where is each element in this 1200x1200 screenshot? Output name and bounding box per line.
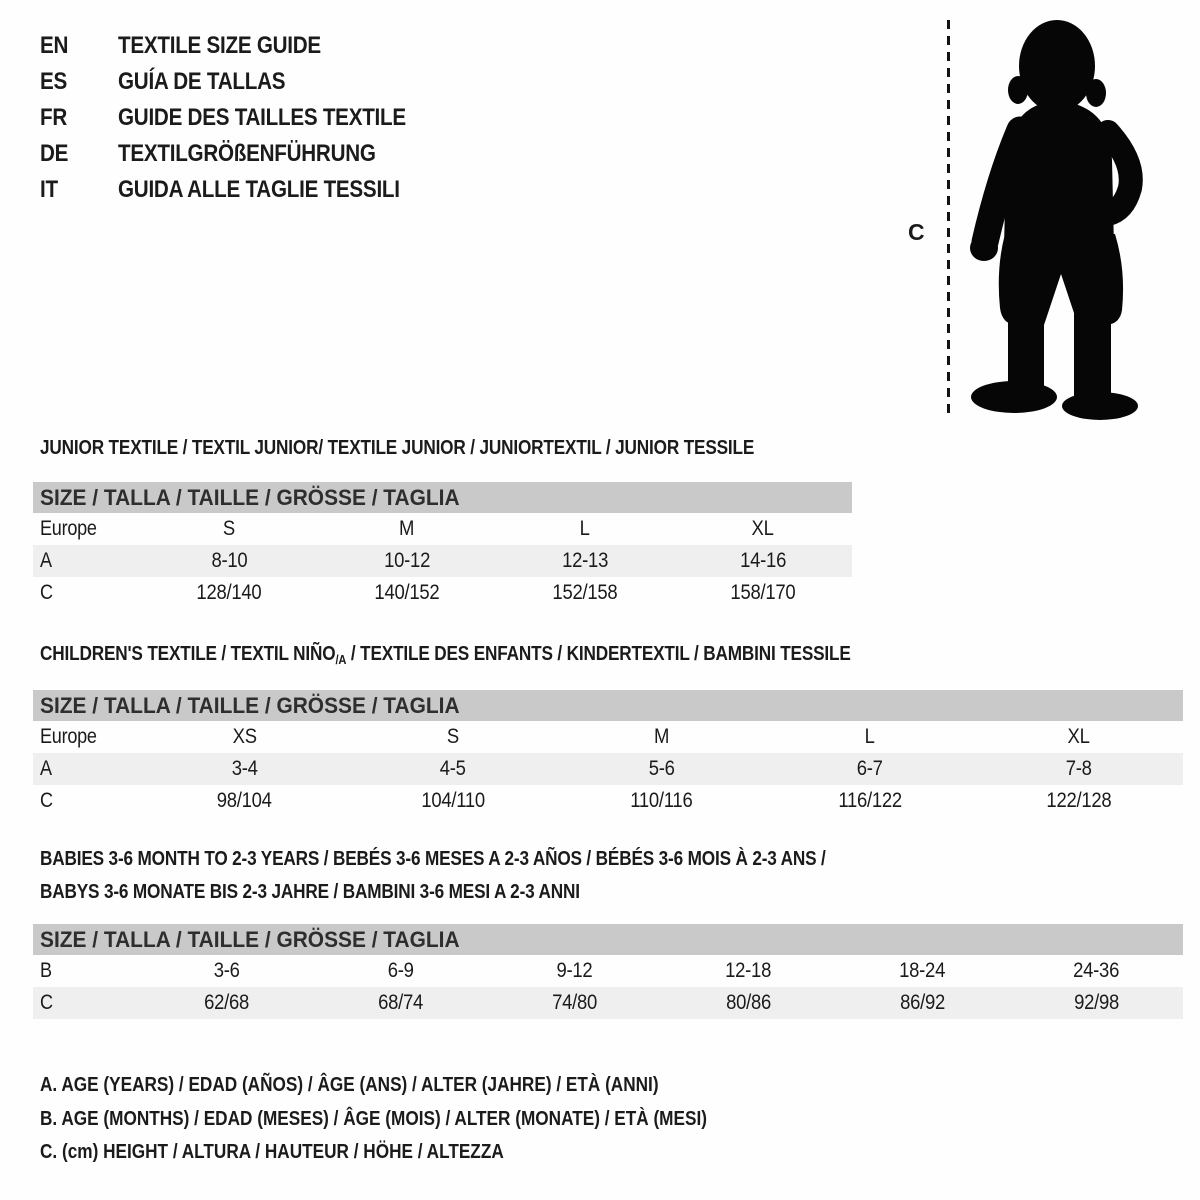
row-label: Europe — [40, 725, 97, 748]
junior-section-title: JUNIOR TEXTILE / TEXTIL JUNIOR/ TEXTILE JUNIOR / JUNIORTEXTIL / JUNIOR TESSILE — [40, 437, 755, 459]
table-cell: 18-24 — [899, 959, 946, 982]
table-cell: 24-36 — [1073, 959, 1120, 982]
table-cell: 74/80 — [552, 991, 598, 1014]
language-row-es — [40, 64, 453, 100]
language-code: FR — [40, 104, 68, 131]
table-cell: 140/152 — [374, 581, 440, 604]
table-cell: 110/116 — [630, 789, 693, 812]
language-row-de — [40, 136, 453, 172]
table-cell: 80/86 — [725, 991, 771, 1014]
toddler-silhouette-image — [958, 12, 1168, 424]
size-header-bar: SIZE / TALLA / TAILLE / GRÖSSE / TAGLIA — [33, 482, 852, 513]
table-cell: 92/98 — [1073, 991, 1119, 1014]
table-cell: 68/74 — [378, 991, 424, 1014]
language-title-list — [40, 28, 453, 208]
language-row-fr — [40, 100, 453, 136]
language-row-it — [40, 172, 453, 208]
table-cell: 104/110 — [421, 789, 485, 812]
table-cell: M — [653, 725, 670, 748]
table-row-height-cm — [33, 785, 1183, 817]
table-row-europe — [33, 513, 852, 545]
row-label: Europe — [40, 517, 97, 540]
table-cell: 3-4 — [231, 757, 258, 780]
guide-title-fr: GUIDE DES TAILLES TEXTILE — [118, 104, 406, 131]
guide-title-it: GUIDA ALLE TAGLIE TESSILI — [118, 176, 400, 203]
table-cell: 4-5 — [439, 757, 466, 780]
table-cell: 116/122 — [838, 789, 902, 812]
table-cell: 128/140 — [196, 581, 262, 604]
table-row-age-years — [33, 753, 1183, 785]
table-cell: 122/128 — [1046, 789, 1112, 812]
babies-size-table — [33, 924, 1183, 1019]
children-size-table — [33, 690, 1183, 817]
table-cell: 152/158 — [552, 581, 618, 604]
table-cell: 14-16 — [740, 549, 786, 572]
row-label: C — [40, 789, 53, 812]
language-code: IT — [40, 176, 58, 203]
table-cell: 3-6 — [213, 959, 240, 982]
guide-title-de: TEXTILGRÖßENFÜHRUNG — [118, 140, 376, 167]
children-section-title: CHILDREN'S TEXTILE / TEXTIL $NIÑO_{/A}$ / TEXTILE DES ENFANTS / KINDERTEXTIL / BAMBINI TESSILE — [40, 643, 851, 667]
language-row-en — [40, 28, 453, 64]
table-cell: XS — [232, 725, 257, 748]
table-cell: 5-6 — [648, 757, 675, 780]
legend-age-months: B. AGE (MONTHS) / EDAD (MESES) / ÂGE (MOIS) / ALTER (MONATE) / ETÀ (MESI) — [40, 1107, 707, 1130]
table-row-age-years — [33, 545, 852, 577]
height-measure-dashed-line — [947, 20, 950, 418]
measurement-legend — [40, 1069, 816, 1170]
junior-size-table — [33, 482, 852, 609]
table-cell: 8-10 — [211, 549, 247, 572]
table-cell: 158/170 — [730, 581, 796, 604]
height-measure-label: C — [908, 219, 925, 245]
row-label: A — [40, 757, 52, 780]
table-cell: XL — [751, 517, 775, 540]
table-cell: 7-8 — [1065, 757, 1092, 780]
legend-age-years: A. AGE (YEARS) / EDAD (AÑOS) / ÂGE (ANS) / ALTER (JAHRE) / ETÀ (ANNI) — [40, 1074, 659, 1097]
guide-title-es: GUÍA DE TALLAS — [118, 68, 286, 95]
table-cell: 12-18 — [725, 959, 772, 982]
table-row-height-cm — [33, 577, 852, 609]
table-cell: L — [579, 517, 591, 540]
table-cell: S — [446, 725, 459, 748]
table-cell: 6-9 — [387, 959, 414, 982]
table-cell: 98/104 — [216, 789, 272, 812]
legend-height-cm: C. (cm) HEIGHT / ALTURA / HAUTEUR / HÖHE / ALTEZZA — [40, 1141, 504, 1164]
guide-title-en: TEXTILE SIZE GUIDE — [118, 32, 321, 59]
language-code: DE — [40, 140, 69, 167]
row-label: C — [40, 991, 53, 1014]
table-cell: M — [399, 517, 415, 540]
table-row-height-cm — [33, 987, 1183, 1019]
table-cell: 6-7 — [857, 757, 884, 780]
table-cell: 10-12 — [384, 549, 430, 572]
table-row-europe — [33, 721, 1183, 753]
table-cell: 62/68 — [204, 991, 250, 1014]
size-header-bar: SIZE / TALLA / TAILLE / GRÖSSE / TAGLIA — [33, 924, 1183, 955]
row-label: C — [40, 581, 53, 604]
table-cell: XL — [1067, 725, 1090, 748]
language-code: EN — [40, 32, 69, 59]
nino-a-subscript: /A — [335, 652, 347, 667]
language-code: ES — [40, 68, 68, 95]
size-header-bar: SIZE / TALLA / TAILLE / GRÖSSE / TAGLIA — [33, 690, 1183, 721]
row-label: B — [40, 959, 52, 982]
row-label: A — [40, 549, 52, 572]
babies-section-title: BABIES 3-6 MONTH TO 2-3 YEARS / BEBÉS 3-6 MESES A 2-3 AÑOS / BÉBÉS 3-6 MOIS À 2-3 ANS / BABYS 3-6 MONATE BIS 2-3 JAHRE / BAMBINI 3-6 MESI A 2-3 ANNI — [40, 848, 826, 903]
table-cell: 9-12 — [556, 959, 593, 982]
table-row-age-months — [33, 955, 1183, 987]
table-cell: L — [865, 725, 876, 748]
table-cell: 86/92 — [899, 991, 945, 1014]
table-cell: S — [222, 517, 236, 540]
table-cell: 12-13 — [562, 549, 608, 572]
